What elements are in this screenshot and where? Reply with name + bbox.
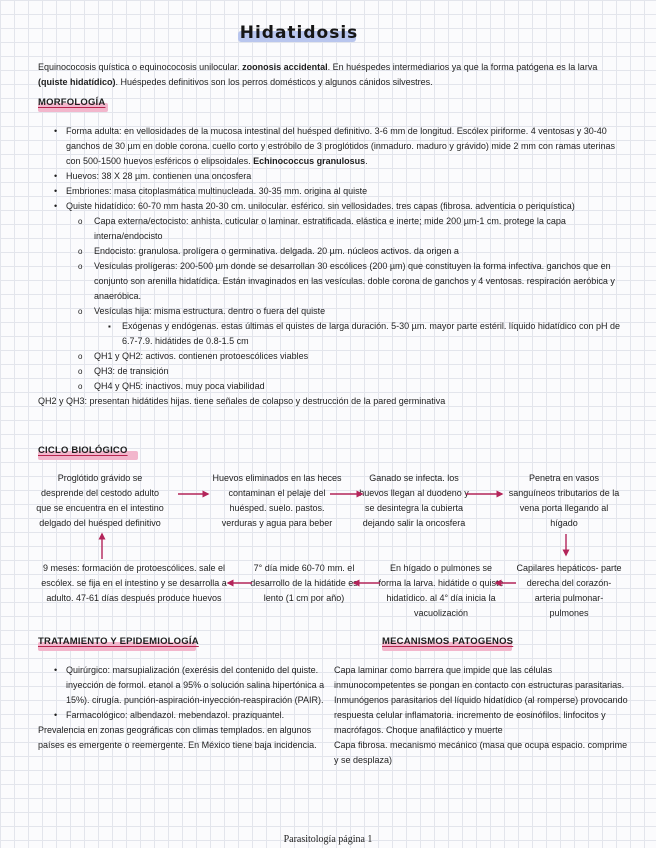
list-item: o Vesículas prolígeras: 200-500 µm donde se desarrollan 30 escólices (200 µm) que constituyen la forma infectiva. ganchos que en conjunto son arenilla hidatídica. Están invaginados en las vesículas. doble corona de ganchos y 4 ventosas. respiración aeróbica y anaeróbica. [66,259,628,304]
list-item: o QH4 y QH5: inactivos. muy poca viabilidad [66,379,628,394]
prevalencia-text: Prevalencia en zonas geográficas con climas templados. en algunos países es emergente o reemergente. En México tiene baja incidencia. [38,725,317,750]
list-item: • Forma adulta: en vellosidades de la mucosa intestinal del huésped definitivo. 3-6 mm de longitud. Escólex piriforme. 4 ventosas y 30-40 ganchos de 30 µm en doble corona. cuello corto y estróbilo de 3 proglótidos (inmaduro. maduro y grávido) mide 2 mm con ramas uterinas con 500-1500 huevos esféricos o elipsoidales. Echinococcus granulosus. [38,124,628,169]
cycle-step-8: 9 meses: formación de protoescólices. sale el escólex. se fija en el intestino y se desarrolla a adulto. 47-61 días después produce huevos [41,563,227,603]
list-item: o QH3: de transición [66,364,628,379]
cycle-step-7: 7° día mide 60-70 mm. el desarrollo de la hidátide es lento (1 cm por año) [250,563,358,603]
tratamiento-heading: TRATAMIENTO Y EPIDEMIOLOGÍA [38,636,199,647]
mecanismo-2: Inmunógenos parasitarios del líquido hidatídico (al romperse) provocando respuesta celular inflamatoria. incremento de eosinófilos. linfocitos y macrófagos. Choque anafiláctico y muerte [334,695,628,735]
intro-bold-1: zoonosis accidental [242,62,328,72]
qh23-note: QH2 y QH3: presentan hidátides hijas. tiene señales de colapso y destrucción de la pared germinativa [38,396,446,406]
intro-text-3: . Huéspedes definitivos son los perros domésticos y algunos cánidos silvestres. [115,77,433,87]
mecanismo-1: Capa laminar como barrera que impide que las células inmunocompetentes se pongan en contacto con estructuras parasitarias. [334,665,625,690]
cycle-step-1: Proglótido grávido se desprende del cestodo adulto que se encuentra en el intestino delgado del huésped definitivo [36,473,164,528]
list-item: • Quirúrgico: marsupialización (exerésis del contenido del quiste. inyección de formol. etanol a 95% o solución salina hipertónica a 15%). cirugía. punción-aspiración-inyección-reaspiración (PAIR). [38,663,330,708]
cycle-step-3: Ganado se infecta. los huevos llegan al duodeno y se desintegra la cubierta dejando salir la oncosfera [359,473,469,528]
species-name: Echinococcus granulosus [253,156,366,166]
list-item: o QH1 y QH2: activos. contienen protoescólices viables [66,349,628,364]
cycle-step-2: Huevos eliminados en las heces contaminan el pelaje del huésped. suelo. pastos. verduras y agua para beber [212,473,342,528]
intro-text-2: . En huéspedes intermediarios ya que la forma patógena es la larva [327,62,598,72]
cycle-step-6: En hígado o pulmones se forma la larva. hidátide o quiste hidatídico. al 4° día inicia la vacuolización [378,563,504,618]
list-item: ▪ Exógenas y endógenas. estas últimas el quistes de larga duración. 5-30 µm. mayor parte estéril. líquido hidatídico con pH de 6.7-7.9. hidátides de 0.8-1.5 cm [94,319,628,349]
mecanismos-heading: MECANISMOS PATOGENOS [382,636,514,647]
list-item: o Vesículas hija: misma estructura. dentro o fuera del quiste ▪ Exógenas y endógenas. estas últimas el quistes de larga duración. 5-30 µm. mayor parte estéril. líquido hidatídico con pH de 6.7-7.9. hidátides de 0.8-1.5 cm [66,304,628,349]
cycle-step-4: Penetra en vasos sanguíneos tributarios de la vena porta llegando al hígado [508,473,620,528]
mecanismos-section [334,663,630,768]
list-item: o Endocisto: granulosa. prolígera o germinativa. delgada. 20 µm. núcleos activos. da origen a [66,244,628,259]
mecanismo-3: Capa fibrosa. mecanismo mecánico (masa que ocupa espacio. comprime y se desplaza) [334,740,628,765]
list-item: • Quiste hidatídico: 60-70 mm hasta 20-30 cm. unilocular. esférico. sin vellosidades. tres capas (fibrosa. adventicia o periquística) o Capa externa/ectocisto: anhista. cuticular o laminar. estratificada. elástica e inerte; mide 200 µm-1 cm. protege la capa interna/endocisto o Endocisto: granulosa. prolígera o germinativa. delgada. 20 µm. núcleos activos. da origen a o Vesículas prolígeras: 200-500 µm donde se desarrollan 30 escólices (200 µm) que constituyen la forma infectiva. ganchos que en conjunto son arenilla hidatídica. Están invaginados en las vesículas. doble corona de ganchos y 4 ventosas. respiración aeróbica y anaeróbica. o Vesículas hija: misma estructura. dentro o fuera del quiste ▪ Exógenas y endógenas. estas últimas el quistes de larga duración. 5-30 µm. mayor parte estéril. líquido hidatídico con pH de 6.7-7.9. hidátides de 0.8-1.5 cm o QH1 y QH2: activos. contienen protoescólices viables o QH3: de transición o QH4 y QH5: inactivos. muy poca viabilidad [38,199,628,394]
intro-text-1: Equinococosis quística o equinococosis unilocular. [38,62,243,72]
list-item: o Capa externa/ectocisto: anhista. cuticular o laminar. estratificada. elástica e inerte; mide 200 µm-1 cm. protege la capa interna/endocisto [66,214,628,244]
list-item: • Embriones: masa citoplasmática multinucleada. 30-35 mm. origina al quiste [38,184,628,199]
list-item: • Huevos: 38 X 28 µm. contienen una oncosfera [38,169,628,184]
list-item: • Farmacológico: albendazol. mebendazol. praziquantel. [38,708,330,723]
page-footer: Parasitología página 1 [283,834,373,845]
tratamiento-section [38,663,330,753]
morfologia-heading: MORFOLOGÍA [38,97,106,108]
ciclo-heading: CICLO BIOLÓGICO [38,445,128,456]
cycle-step-5: Capilares hepáticos- parte derecha del corazón-arteria pulmonar-pulmones [516,563,622,618]
intro-bold-2: (quiste hidatídico) [38,77,116,87]
page-title: Hidatidosis [239,23,359,43]
